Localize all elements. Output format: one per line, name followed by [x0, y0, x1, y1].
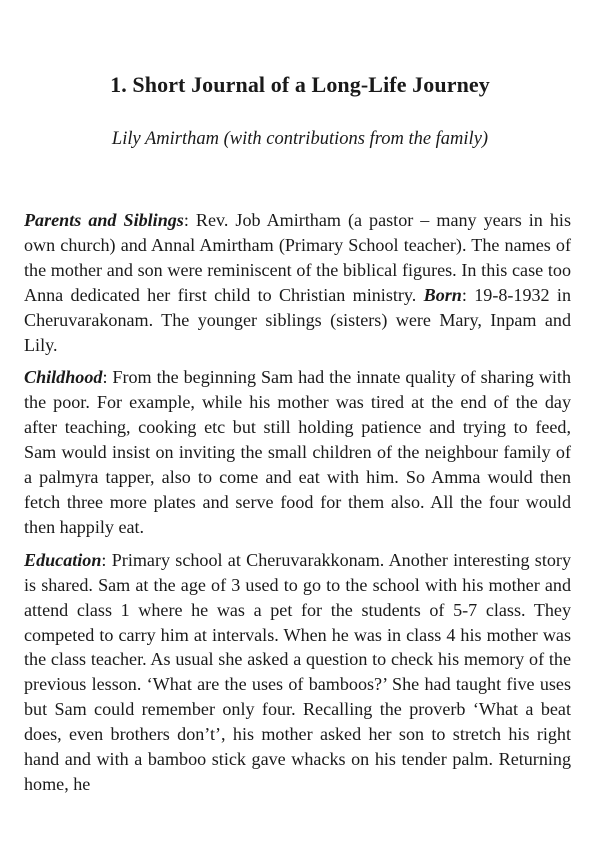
label-born: Born: [423, 284, 462, 305]
chapter-body: [24, 208, 571, 805]
label-childhood: Childhood: [24, 367, 103, 388]
label-education: Education: [24, 549, 102, 570]
paragraph-education: [24, 548, 571, 797]
paragraph-parents-siblings: [24, 208, 571, 357]
paragraph-childhood: [24, 365, 571, 539]
text-education: : Primary school at Cheruvarakkonam. Another interesting story is shared. Sam at the age of 3 used to go to the school with his mother and attend class 1 where he was a pet for the students of 5-7 class. They competed to carry him at intervals. When he was in class 4 his mother was the class teacher. As usual she asked a question to check his memory of the previous lesson. ‘What are the uses of bamboos?’ She had taught five uses but Sam could remember only four. Recalling the proverb ‘What a beat does, even brothers don’t’, his mother asked her son to stretch his right hand and with a bamboo stick gave whacks on his tender palm. Returning home, he: [24, 549, 571, 794]
label-parents-siblings: Parents and Siblings: [24, 210, 184, 230]
chapter-title: 1. Short Journal of a Long-Life Journey: [110, 72, 490, 97]
text-born: : 19-8-1932 in Cheruvarakonam. The younger siblings (sisters) were Mary, Inpam and Lily.: [24, 284, 572, 355]
text-parents-siblings: : Rev. Job Amirtham (a pastor – many years in his own church) and Annal Amirtham (Primary School teacher). The names of the mother and son were reminiscent of the biblical figures. In this case too Anna dedicated her first child to Christian ministry.: [24, 210, 571, 305]
text-childhood: : From the beginning Sam had the innate quality of sharing with the poor. For example, while his mother was tired at the end of the day after teaching, cooking etc but still holding patience and trying to feed, Sam would insist on inviting the small children of the neighbour family of a palmyra tapper, also to come and eat with him. So Amma would then fetch three more plates and serve food for them also. All the four would then happily eat.: [24, 367, 571, 537]
chapter-subtitle: Lily Amirtham (with contributions from the family): [111, 129, 489, 149]
